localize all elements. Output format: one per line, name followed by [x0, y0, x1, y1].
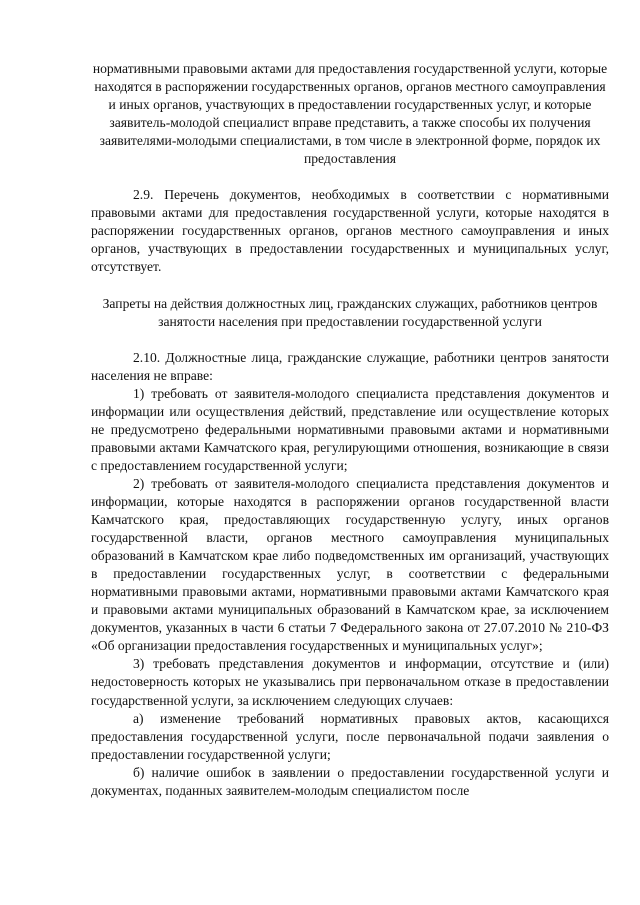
spacer — [91, 331, 609, 349]
list-item-2: 2) требовать от заявителя-молодого специалиста представления документов и информации, которые находятся в распоряжении органов государственной власти Камчатского края, предоставляющих государственную услугу, иных органов государственной власти, органов местного самоуправления муниципальных образований в Камчатском крае либо подведомственных им организаций, участвующих в предоставлении государственных услуг, в соответствии с федеральными нормативными правовыми актами, нормативными правовыми актами Камчатского края и правовыми актами муниципальных образований в Камчатском крае, за исключением документов, указанных в части 6 статьи 7 Федерального закона от 27.07.2010 № 210-ФЗ «Об организации предоставления государственных и муниципальных услуг»; — [91, 475, 609, 654]
list-item-3b: б) наличие ошибок в заявлении о предоставлении государственной услуги и документах, поданных заявителем-молодым специалистом после — [91, 764, 609, 798]
list-item-1: 1) требовать от заявителя-молодого специалиста представления документов и информации или осуществления действий, представление или осуществление которых не предусмотрено федеральными нормативными правовыми актами и нормативными правовыми актами Камчатского края, регулирующими отношения, возникающие в связи с предоставлением государственной услуги; — [91, 385, 609, 473]
list-item-3a: а) изменение требований нормативных правовых актов, касающихся предоставления государственной услуги, после первоначальной подачи заявления о предоставлении государственной услуги; — [91, 710, 609, 762]
section-heading-prohibitions: Запреты на действия должностных лиц, гражданских служащих, работников центров занятости населения при предоставлении государственной услуги — [102, 295, 598, 329]
paragraph-2-9: 2.9. Перечень документов, необходимых в соответствии с нормативными правовыми актами для предоставления государственной услуги, которые находятся в распоряжении государственных органов, органов местного самоуправления и иных органов, участвующих в предоставлении государственных и муниципальных услуг, отсутствует. — [91, 187, 609, 275]
spacer — [91, 168, 609, 186]
document-page — [91, 60, 609, 800]
section-heading-documents: нормативными правовыми актами для предоставления государственной услуги, которые находятся в распоряжении государственных органов, органов местного самоуправления и иных органов, участвующих в предоставлении государственных услуг, и которые заявитель-молодой специалист вправе представить, а также способы их получения заявителями-молодыми специалистами, в том числе в электронной форме, порядок их предоставления — [92, 61, 608, 167]
paragraph-2-10: 2.10. Должностные лица, гражданские служащие, работники центров занятости населения не вправе: — [91, 349, 609, 383]
spacer — [91, 277, 609, 295]
list-item-3: 3) требовать представления документов и информации, отсутствие и (или) недостоверность которых не указывались при первоначальном отказе в предоставлении государственной услуги, за исключением следующих случаев: — [91, 656, 609, 708]
